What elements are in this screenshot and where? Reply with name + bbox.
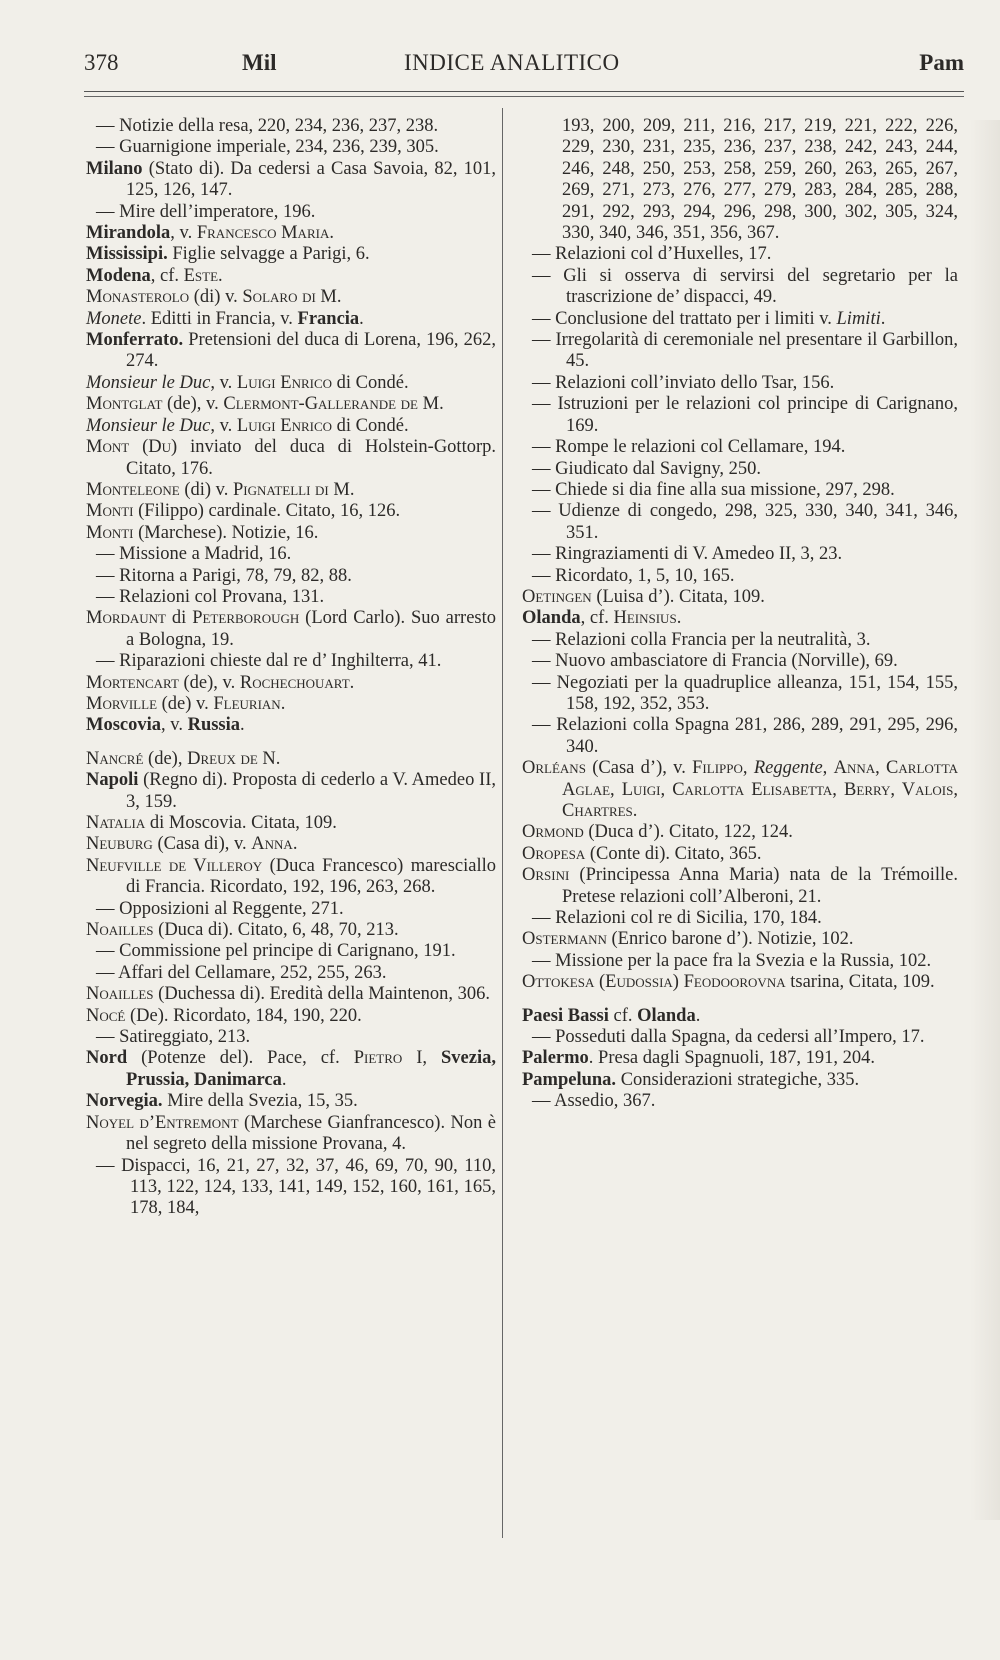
entry-text: . — [240, 715, 245, 736]
index-subentry — [522, 715, 958, 758]
name-small-caps: Pignatelli di M — [232, 479, 350, 500]
entry-text: . — [439, 394, 444, 415]
index-entry — [86, 694, 496, 715]
entry-text: (Marchese). Notizie, 16. — [133, 522, 319, 543]
entry-text: (De). Ricordato, 184, 190, 220. — [125, 1005, 362, 1026]
index-entry — [522, 1070, 958, 1091]
name-small-caps: Ostermann — [522, 929, 607, 950]
name-small-caps: Eudossia — [605, 972, 673, 993]
running-title: INDICE ANALITICO — [404, 50, 620, 75]
headword-bold: Svezia, Prussia, Danimarca — [126, 1048, 496, 1090]
headword-bold: Moscovia — [86, 715, 162, 736]
index-entry — [86, 373, 496, 394]
name-small-caps: Mordaunt — [86, 608, 167, 629]
index-entry — [86, 856, 496, 899]
entry-text: di Moscovia. Citata, 109. — [145, 813, 337, 833]
entry-text: — Gli si osserva di servirsi del segretario per la trascrizione de’ dispacci, 49. — [532, 265, 958, 308]
italic-text: Limiti — [836, 308, 881, 329]
index-entry — [86, 523, 496, 544]
entry-text: (Duca Francesco) maresciallo di Francia. Ricordato, 192, 196, 263, 268. — [126, 855, 496, 898]
header-first-word: Mil — [242, 50, 277, 75]
index-subentry — [522, 330, 958, 373]
entry-text: — Riparazioni chieste dal re d’ Inghilterra, 41. — [96, 651, 442, 672]
index-entry — [86, 1091, 496, 1112]
name-small-caps: Clermont-Gallerande de M — [223, 394, 440, 415]
entry-text: . — [275, 748, 281, 769]
index-subentry — [86, 651, 496, 672]
entry-text: — Posseduti dalla Spagna, da cedersi all’Impero, 17. — [532, 1027, 925, 1048]
entry-text: (Potenze del). Pace, cf. — [127, 1048, 354, 1069]
name-small-caps: Anna, Carlotta Aglae, Luigi, Carlotta Elisabetta, Berry, Valois, Chartres — [562, 758, 959, 821]
name-small-caps: Noailles — [86, 920, 154, 941]
headword-bold: Olanda — [522, 608, 581, 629]
entry-text: (de) v. — [157, 693, 214, 714]
index-entry — [86, 330, 496, 373]
entry-text: di Condé. — [332, 372, 409, 393]
entry-text: Mire della Svezia, 15, 35. — [162, 1091, 358, 1112]
name-small-caps: Monti — [86, 522, 134, 543]
entry-text: di Condé. — [332, 415, 409, 436]
index-subentry — [522, 651, 958, 672]
name-small-caps: Luigi Enrico — [236, 372, 333, 393]
entry-text: — Ricordato, 1, 5, 10, 165. — [532, 565, 735, 586]
index-subentry — [86, 544, 496, 565]
italic-text: Monsieur le Duc — [86, 372, 211, 393]
name-small-caps: Francesco Maria — [196, 223, 330, 244]
name-small-caps: Ormond — [522, 822, 584, 843]
entry-text: . — [280, 693, 286, 714]
index-subentry — [522, 630, 958, 651]
entry-text: cf. — [608, 1005, 638, 1026]
index-column-right — [522, 116, 958, 1113]
index-subentry — [522, 437, 958, 458]
entry-text: ) — [672, 972, 684, 993]
index-entry — [522, 608, 958, 629]
entry-text: . — [676, 608, 682, 629]
entry-text: — Opposizioni al Reggente, 271. — [96, 898, 344, 919]
name-small-caps: Orléans — [522, 758, 586, 779]
entry-text: . — [329, 223, 334, 244]
name-small-caps: Mont — [86, 437, 130, 458]
entry-text: — Relazioni col d’Huxelles, 17. — [532, 244, 772, 265]
index-subentry — [86, 1027, 496, 1048]
entry-text: (di) v. — [189, 287, 243, 308]
entry-text: 193, 200, 209, 211, 216, 217, 219, 221, 222, 226, 229, 230, 231, 235, 236, 237, 238, 242, 243, 244, 246, 248, 250, 253, 258, 259, 260, 263, 265, 267, 269, 271, 273, 276, 277, 279, 283, 284, 285, 288, 291, 292, 293, 294, 296, 298, 300, 302, 305, 324, 330, 340, 346, 351, 356, 367. — [562, 116, 958, 244]
name-small-caps: Noyel d’Entremont — [86, 1112, 239, 1133]
index-subentry — [522, 1027, 958, 1048]
entry-text: . — [880, 308, 886, 329]
entry-text: — Negoziati per la quadruplice alleanza, 151, 154, 155, 158, 192, 352, 353. — [532, 672, 958, 714]
headword-bold: Napoli — [86, 770, 139, 791]
name-small-caps: Monteleone — [86, 479, 180, 500]
entry-text: . — [632, 801, 638, 821]
entry-text: — Relazioni col re di Sicilia, 170, 184. — [532, 908, 822, 929]
entry-text: , cf. — [150, 265, 184, 286]
index-subentry — [522, 309, 958, 330]
index-subentry — [86, 116, 496, 137]
headword-bold: Norvegia. — [86, 1091, 163, 1112]
index-entry — [86, 984, 496, 1005]
index-subentry — [86, 587, 496, 608]
entry-text: (Duca d’). Citato, 122, 124. — [583, 822, 793, 843]
entry-text: (Duchessa di). Eredità della Maintenon, 306. — [153, 984, 491, 1005]
italic-text: Monete — [86, 308, 142, 329]
entry-text: — Missione per la pace fra la Svezia e la Russia, 102. — [532, 950, 932, 971]
index-entry — [522, 929, 958, 950]
entry-text: ( — [129, 437, 149, 458]
headword-bold: Russia — [187, 715, 241, 736]
index-entry — [86, 813, 496, 834]
name-small-caps: Heinsius — [613, 608, 677, 629]
entry-text: , v. — [210, 415, 237, 436]
headword-bold: Mississipi. — [86, 244, 168, 265]
entry-text: , — [422, 1048, 442, 1069]
name-small-caps: Nancré — [86, 748, 144, 769]
column-divider — [502, 108, 503, 1538]
entry-text: . — [695, 1005, 701, 1026]
index-subentry — [522, 501, 958, 544]
index-entry — [86, 244, 496, 265]
page-header — [84, 50, 964, 86]
index-entry — [86, 480, 496, 501]
entry-text: , v. — [210, 372, 237, 393]
index-entry — [522, 1048, 958, 1069]
entry-text: tsarina, Citata, 109. — [785, 972, 935, 993]
index-entry — [86, 1113, 496, 1156]
entry-text: — Conclusione del trattato per i limiti v. — [532, 308, 837, 329]
name-small-caps: Feodoorovna — [683, 972, 786, 993]
name-small-caps: Natalia — [86, 813, 146, 833]
entry-text: Pretensioni del duca di Lorena, 196, 262, 274. — [126, 330, 496, 372]
index-entry — [86, 920, 496, 941]
index-entry — [86, 501, 496, 522]
entry-text: , cf. — [580, 608, 614, 629]
entry-text: (Marchese Gianfrancesco). Non è nel segreto della missione Provana, 4. — [126, 1112, 497, 1155]
index-entry — [86, 834, 496, 855]
index-entry — [86, 223, 496, 244]
name-small-caps: Montglat — [86, 394, 163, 415]
headword-bold: Monferrato. — [86, 330, 184, 351]
headword-bold: Modena — [86, 265, 151, 286]
name-small-caps: Du — [148, 437, 171, 458]
entry-text: — Nuovo ambasciatore di Francia (Norville), 69. — [532, 651, 898, 672]
index-subentry — [522, 673, 958, 716]
name-small-caps: Anna — [251, 834, 293, 855]
header-rule — [84, 91, 964, 92]
entry-text: — Ringraziamenti di V. Amedeo II, 3, 23. — [532, 544, 843, 565]
index-entry — [86, 749, 496, 770]
entry-text: , — [822, 758, 834, 779]
entry-text: . — [292, 834, 298, 855]
entry-text: . — [349, 479, 355, 500]
index-entry — [86, 770, 496, 813]
headword-bold: Milano — [86, 158, 143, 179]
entry-text: — Rompe le relazioni col Cellamare, 194. — [532, 437, 846, 458]
index-entry — [522, 844, 958, 865]
page-number: 378 — [84, 50, 119, 75]
name-small-caps: Ottokesa — [522, 972, 595, 993]
entry-text: . — [281, 1069, 287, 1090]
entry-text: Figlie selvagge a Parigi, 6. — [167, 244, 370, 265]
index-subentry — [86, 963, 496, 984]
index-subentry — [86, 899, 496, 920]
entry-text: — Relazioni colla Spagna 281, 286, 289, 291, 295, 296, 340. — [532, 715, 958, 757]
entry-text: . — [349, 672, 355, 693]
entry-text: — Notizie della resa, 220, 234, 236, 237, 238. — [96, 116, 439, 136]
index-entry — [86, 266, 496, 287]
index-subentry — [86, 202, 496, 223]
name-small-caps: Morville — [86, 693, 158, 714]
entry-text: (Stato di). Da cedersi a Casa Savoia, 82, 101, 125, 126, 147. — [126, 158, 496, 201]
entry-text: (Conte di). Citato, 365. — [585, 843, 762, 864]
index-entry — [522, 865, 958, 908]
index-entry — [522, 822, 958, 843]
index-entry — [86, 287, 496, 308]
name-small-caps: Mortencart — [86, 672, 179, 693]
entry-text: — Dispacci, 16, 21, 27, 32, 37, 46, 69, 70, 90, 110, 113, 122, 124, 133, 141, 149, 152, 160, 161, 165, 178, 184, — [96, 1155, 496, 1219]
name-small-caps: Peterborough — [192, 608, 300, 629]
entry-text: — Mire dell’imperatore, 196. — [96, 201, 316, 222]
page-edge-shadow — [970, 120, 1000, 1520]
entry-text: — Chiede si dia fine alla sua missione, 297, 298. — [532, 479, 895, 500]
index-subentry — [522, 480, 958, 501]
index-subentry — [522, 951, 958, 972]
name-small-caps: Este — [183, 265, 219, 286]
entry-text: (Luisa d’). Citata, 109. — [591, 586, 765, 607]
entry-text: (Regno di). Proposta di cederlo a V. Amedeo II, 3, 159. — [126, 770, 496, 812]
entry-text: — Missione a Madrid, 16. — [96, 544, 292, 565]
index-subentry — [522, 566, 958, 587]
entry-text: . — [359, 308, 364, 329]
name-small-caps: Pietro I — [353, 1048, 423, 1069]
entry-text: (de), — [143, 748, 188, 769]
name-small-caps: Luigi Enrico — [236, 415, 333, 436]
header-rule-double — [84, 96, 964, 97]
entry-text: — Satireggiato, 213. — [96, 1027, 251, 1048]
index-entry — [522, 1006, 958, 1027]
letter-section-gap — [522, 994, 958, 1006]
name-small-caps: Monti — [86, 501, 134, 522]
name-small-caps: Neuburg — [86, 834, 153, 855]
name-small-caps: Solaro di M — [242, 287, 337, 308]
header-last-word: Pam — [919, 50, 964, 75]
entry-text: — Istruzioni per le relazioni col principe di Carignano, 169. — [532, 394, 958, 436]
headword-bold: Paesi Bassi — [522, 1005, 609, 1026]
headword-bold: Nord — [86, 1048, 128, 1069]
entry-text: — Giudicato dal Savigny, 250. — [532, 458, 761, 479]
entry-text: ) inviato del duca di Holstein-Gottorp. Citato, 176. — [126, 437, 496, 479]
index-subentry — [522, 244, 958, 265]
headword-bold: Mirandola — [86, 223, 171, 244]
index-entry — [86, 416, 496, 437]
index-subentry — [86, 1156, 496, 1220]
entry-text: (Casa d’), v. — [585, 758, 693, 779]
name-small-caps: Monasterolo — [86, 287, 190, 308]
name-small-caps: Oetingen — [522, 586, 592, 607]
entry-text: , v. — [161, 715, 188, 736]
headword-bold: Francia — [297, 308, 360, 329]
index-entry — [86, 1006, 496, 1027]
entry-text: , — [742, 758, 754, 779]
entry-text: di — [166, 608, 193, 629]
headword-bold: Palermo — [522, 1048, 589, 1069]
index-subentry — [522, 459, 958, 480]
entry-text: — Guarnigione imperiale, 234, 236, 239, 305. — [96, 137, 439, 158]
entry-text: . — [218, 265, 223, 286]
index-subentry — [522, 394, 958, 437]
entry-text: . Editti in Francia, v. — [141, 308, 298, 329]
name-small-caps: Rochechouart — [239, 672, 350, 693]
name-small-caps: Filippo — [692, 758, 743, 779]
index-entry — [86, 159, 496, 202]
letter-section-gap — [86, 737, 496, 749]
entry-text: (Principessa Anna Maria) nata de la Trémoille. Pretese relazioni coll’Alberoni, 21. — [562, 865, 958, 907]
entry-text: — Affari del Cellamare, 252, 255, 263. — [96, 962, 387, 983]
entry-text: (Duca di). Citato, 6, 48, 70, 213. — [153, 920, 399, 941]
index-entry — [86, 673, 496, 694]
name-small-caps: Dreux de N — [187, 748, 276, 769]
entry-text: (di) v. — [179, 479, 233, 500]
index-subentry — [86, 941, 496, 962]
name-small-caps: Neufville de Villeroy — [86, 855, 263, 876]
index-entry — [86, 309, 496, 330]
entry-text: — Relazioni coll’inviato dello Tsar, 156. — [532, 372, 835, 393]
headword-bold: Olanda — [637, 1005, 696, 1026]
index-entry — [522, 758, 958, 822]
name-small-caps: Noailles — [86, 984, 154, 1005]
entry-text: . — [336, 287, 342, 308]
entry-text: — Relazioni colla Francia per la neutralità, 3. — [532, 629, 871, 650]
name-small-caps: Orsini — [522, 865, 570, 886]
index-subentry — [522, 908, 958, 929]
index-entry — [86, 715, 496, 736]
name-small-caps: Fleurian — [213, 693, 281, 714]
index-entry — [522, 587, 958, 608]
entry-text: — Relazioni col Provana, 131. — [96, 586, 325, 607]
index-subentry — [522, 266, 958, 309]
index-entry — [522, 972, 958, 993]
entry-text: — Irregolarità di ceremoniale nel presentare il Garbillon, 45. — [532, 330, 958, 372]
index-column-left — [86, 116, 496, 1220]
entry-text: — Ritorna a Parigi, 78, 79, 82, 88. — [96, 565, 352, 586]
entry-text: (Casa di), v. — [152, 834, 252, 855]
index-subentry — [86, 566, 496, 587]
index-entry — [86, 1048, 496, 1091]
entry-text: — Udienze di congedo, 298, 325, 330, 340, 341, 346, 351. — [532, 501, 958, 543]
index-entry — [86, 437, 496, 480]
entry-text: — Commissione pel principe di Carignano, 191. — [96, 941, 456, 962]
index-entry-continuation — [522, 116, 958, 244]
entry-text: (de), v. — [162, 394, 224, 415]
italic-text: Reggente — [753, 758, 823, 779]
headword-bold: Pampeluna. — [522, 1069, 617, 1090]
entry-text: (Lord Carlo). Suo arresto a Bologna, 19. — [126, 608, 496, 650]
entry-text: (Filippo) cardinale. Citato, 16, 126. — [133, 501, 401, 522]
name-small-caps: Oropesa — [522, 843, 586, 864]
index-subentry — [86, 137, 496, 158]
entry-text: . Presa dagli Spagnuoli, 187, 191, 204. — [588, 1048, 875, 1069]
index-subentry — [522, 373, 958, 394]
entry-text: ( — [594, 972, 606, 993]
index-subentry — [522, 544, 958, 565]
index-entry — [86, 608, 496, 651]
index-entry — [86, 394, 496, 415]
index-subentry — [522, 1091, 958, 1112]
italic-text: Monsieur le Duc — [86, 415, 211, 436]
entry-text: (Enrico barone d’). Notizie, 102. — [606, 929, 854, 950]
entry-text: , v. — [170, 223, 197, 244]
entry-text: (de), v. — [178, 672, 240, 693]
name-small-caps: Nocé — [86, 1005, 126, 1026]
entry-text: — Assedio, 367. — [532, 1091, 656, 1112]
entry-text: Considerazioni strategiche, 335. — [616, 1069, 860, 1090]
